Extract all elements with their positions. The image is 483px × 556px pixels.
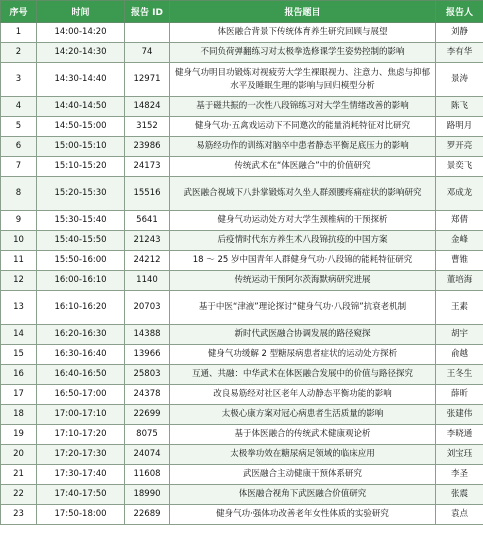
cell-speaker: 邓成龙: [436, 177, 483, 211]
cell-time: 17:10-17:20: [37, 425, 125, 445]
cell-title: 传统运动干预阿尔茨海默病研究进展: [170, 271, 436, 291]
cell-no: 9: [1, 211, 37, 231]
cell-no: 8: [1, 177, 37, 211]
cell-title: 武医融合视域下八卦掌锻炼对久坐人群颈腰疼痛症状的影响研究: [170, 177, 436, 211]
cell-title: 易筋经功作的训练对脑卒中患者静态平衡足底压力的影响: [170, 137, 436, 157]
cell-time: 14:00-14:20: [37, 23, 125, 43]
cell-speaker: 俞越: [436, 345, 483, 365]
cell-speaker: 董培海: [436, 271, 483, 291]
table-row: [1, 425, 483, 445]
cell-no: 19: [1, 425, 37, 445]
table-row: [1, 465, 483, 485]
cell-report-id: 15516: [125, 177, 170, 211]
header-row: [1, 1, 483, 23]
cell-no: 17: [1, 385, 37, 405]
cell-time: 14:20-14:30: [37, 43, 125, 63]
cell-title: 基于体医融合的传统武术健康观论析: [170, 425, 436, 445]
cell-no: 12: [1, 271, 37, 291]
cell-speaker: 李晓通: [436, 425, 483, 445]
cell-report-id: 14388: [125, 325, 170, 345]
table-row: [1, 23, 483, 43]
cell-no: 10: [1, 231, 37, 251]
cell-title: 健身气功·五禽戏运动下不同邀次的能量消耗特征对比研究: [170, 117, 436, 137]
cell-speaker: 李圣: [436, 465, 483, 485]
cell-report-id: 5641: [125, 211, 170, 231]
header-no: 序号: [1, 1, 37, 23]
cell-time: 15:40-15:50: [37, 231, 125, 251]
cell-report-id: 22699: [125, 405, 170, 425]
cell-report-id: 25803: [125, 365, 170, 385]
cell-time: 15:00-15:10: [37, 137, 125, 157]
cell-time: 16:40-16:50: [37, 365, 125, 385]
cell-time: 15:50-16:00: [37, 251, 125, 271]
table-row: [1, 211, 483, 231]
cell-time: 16:30-16:40: [37, 345, 125, 365]
cell-title: 18 ～ 25 岁中国青年人群健身气功·八段锦的能耗特征研究: [170, 251, 436, 271]
cell-report-id: 24173: [125, 157, 170, 177]
cell-report-id: 13966: [125, 345, 170, 365]
cell-time: 15:30-15:40: [37, 211, 125, 231]
cell-no: 15: [1, 345, 37, 365]
cell-title: 太极拳功效在糖尿病足领域的临床应用: [170, 445, 436, 465]
cell-speaker: 路明月: [436, 117, 483, 137]
cell-title: 互通、共融：中华武术在体医融合发展中的价值与路径探究: [170, 365, 436, 385]
cell-title: 后疫情时代东方养生术八段锦抗疫的中国方案: [170, 231, 436, 251]
cell-title: 体医融合背景下传统体育养生研究回顾与展望: [170, 23, 436, 43]
cell-time: 14:50-15:00: [37, 117, 125, 137]
table-row: [1, 231, 483, 251]
table-row: [1, 345, 483, 365]
cell-no: 16: [1, 365, 37, 385]
table-row: [1, 251, 483, 271]
cell-report-id: 11608: [125, 465, 170, 485]
cell-time: 16:10-16:20: [37, 291, 125, 325]
cell-no: 4: [1, 97, 37, 117]
header-report-id: 报告 ID: [125, 1, 170, 23]
cell-no: 23: [1, 505, 37, 525]
cell-title: 基于磁共振的一次性八段锦练习对大学生情绪改善的影响: [170, 97, 436, 117]
cell-title: 健身气功运动处方对大学生颈椎病的干预探析: [170, 211, 436, 231]
cell-title: 体医融合视角下武医融合价值研究: [170, 485, 436, 505]
cell-title: 武医融合主动健康干预体系研究: [170, 465, 436, 485]
table-row: [1, 505, 483, 525]
header-time: 时间: [37, 1, 125, 23]
cell-no: 6: [1, 137, 37, 157]
cell-time: 14:40-14:50: [37, 97, 125, 117]
cell-report-id: 22689: [125, 505, 170, 525]
table-row: [1, 117, 483, 137]
cell-time: 15:10-15:20: [37, 157, 125, 177]
cell-no: 1: [1, 23, 37, 43]
table-row: [1, 291, 483, 325]
table-row: [1, 445, 483, 465]
table-row: [1, 63, 483, 97]
cell-report-id: 24074: [125, 445, 170, 465]
cell-title: 新时代武医融合协调发展的路径窥探: [170, 325, 436, 345]
cell-no: 7: [1, 157, 37, 177]
cell-title: 传统武术在“体医融合”中的价值研究: [170, 157, 436, 177]
cell-no: 22: [1, 485, 37, 505]
cell-speaker: 郑倩: [436, 211, 483, 231]
table-row: [1, 137, 483, 157]
cell-no: 20: [1, 445, 37, 465]
cell-report-id: [125, 23, 170, 43]
cell-title: 不同负荷弹翻练习对太极拳选修课学生姿势控制的影响: [170, 43, 436, 63]
cell-title: 基于中医“津液”理论探讨“健身气功·八段锦”抗衰老机制: [170, 291, 436, 325]
cell-speaker: 陈飞: [436, 97, 483, 117]
cell-time: 17:50-18:00: [37, 505, 125, 525]
cell-report-id: 18990: [125, 485, 170, 505]
cell-title: 改良易筋经对社区老年人动静态平衡功能的影响: [170, 385, 436, 405]
cell-report-id: 24212: [125, 251, 170, 271]
cell-report-id: 23986: [125, 137, 170, 157]
cell-report-id: 74: [125, 43, 170, 63]
table-row: [1, 177, 483, 211]
cell-speaker: 罗开亮: [436, 137, 483, 157]
cell-report-id: 24378: [125, 385, 170, 405]
cell-time: 17:30-17:40: [37, 465, 125, 485]
cell-no: 14: [1, 325, 37, 345]
cell-no: 11: [1, 251, 37, 271]
cell-title: 健身气功缓解 2 型糖尿病患者症状的运动处方探析: [170, 345, 436, 365]
cell-speaker: 张震: [436, 485, 483, 505]
cell-time: 16:20-16:30: [37, 325, 125, 345]
cell-report-id: 12971: [125, 63, 170, 97]
cell-time: 16:50-17:00: [37, 385, 125, 405]
table-body: [1, 23, 483, 525]
table-row: [1, 157, 483, 177]
table-row: [1, 271, 483, 291]
cell-speaker: 景奕飞: [436, 157, 483, 177]
cell-time: 17:40-17:50: [37, 485, 125, 505]
cell-speaker: 王冬生: [436, 365, 483, 385]
cell-speaker: 金峰: [436, 231, 483, 251]
header-speaker: 报告人: [436, 1, 483, 23]
table-row: [1, 365, 483, 385]
cell-time: 17:00-17:10: [37, 405, 125, 425]
cell-no: 2: [1, 43, 37, 63]
table-row: [1, 485, 483, 505]
cell-speaker: 袁点: [436, 505, 483, 525]
cell-time: 17:20-17:30: [37, 445, 125, 465]
cell-speaker: 曹锥: [436, 251, 483, 271]
cell-speaker: 张建伟: [436, 405, 483, 425]
cell-title: 健身气功明目功锻炼对视疲劳大学生裸眼视力、注意力、焦虑与抑郁水平及睡眠生理的影响与回归模型分析: [170, 63, 436, 97]
cell-title: 健身气功·强体功改善老年女性体质的实验研究: [170, 505, 436, 525]
cell-report-id: 21243: [125, 231, 170, 251]
table-row: [1, 405, 483, 425]
header-title: 报告题目: [170, 1, 436, 23]
cell-report-id: 20703: [125, 291, 170, 325]
table-header: [1, 1, 483, 23]
cell-title: 太极心康方案对冠心病患者生活质量的影响: [170, 405, 436, 425]
cell-report-id: 14824: [125, 97, 170, 117]
cell-speaker: 王素: [436, 291, 483, 325]
cell-time: 14:30-14:40: [37, 63, 125, 97]
table-row: [1, 325, 483, 345]
cell-speaker: 刘宝珏: [436, 445, 483, 465]
cell-speaker: 薛昕: [436, 385, 483, 405]
cell-no: 18: [1, 405, 37, 425]
cell-no: 13: [1, 291, 37, 325]
cell-speaker: 景涛: [436, 63, 483, 97]
cell-speaker: 胡宇: [436, 325, 483, 345]
cell-time: 16:00-16:10: [37, 271, 125, 291]
cell-report-id: 1140: [125, 271, 170, 291]
cell-no: 21: [1, 465, 37, 485]
cell-time: 15:20-15:30: [37, 177, 125, 211]
cell-report-id: 3152: [125, 117, 170, 137]
table-row: [1, 43, 483, 63]
cell-report-id: 8075: [125, 425, 170, 445]
cell-no: 3: [1, 63, 37, 97]
table-row: [1, 97, 483, 117]
cell-no: 5: [1, 117, 37, 137]
cell-speaker: 刘静: [436, 23, 483, 43]
cell-speaker: 李有华: [436, 43, 483, 63]
table-row: [1, 385, 483, 405]
